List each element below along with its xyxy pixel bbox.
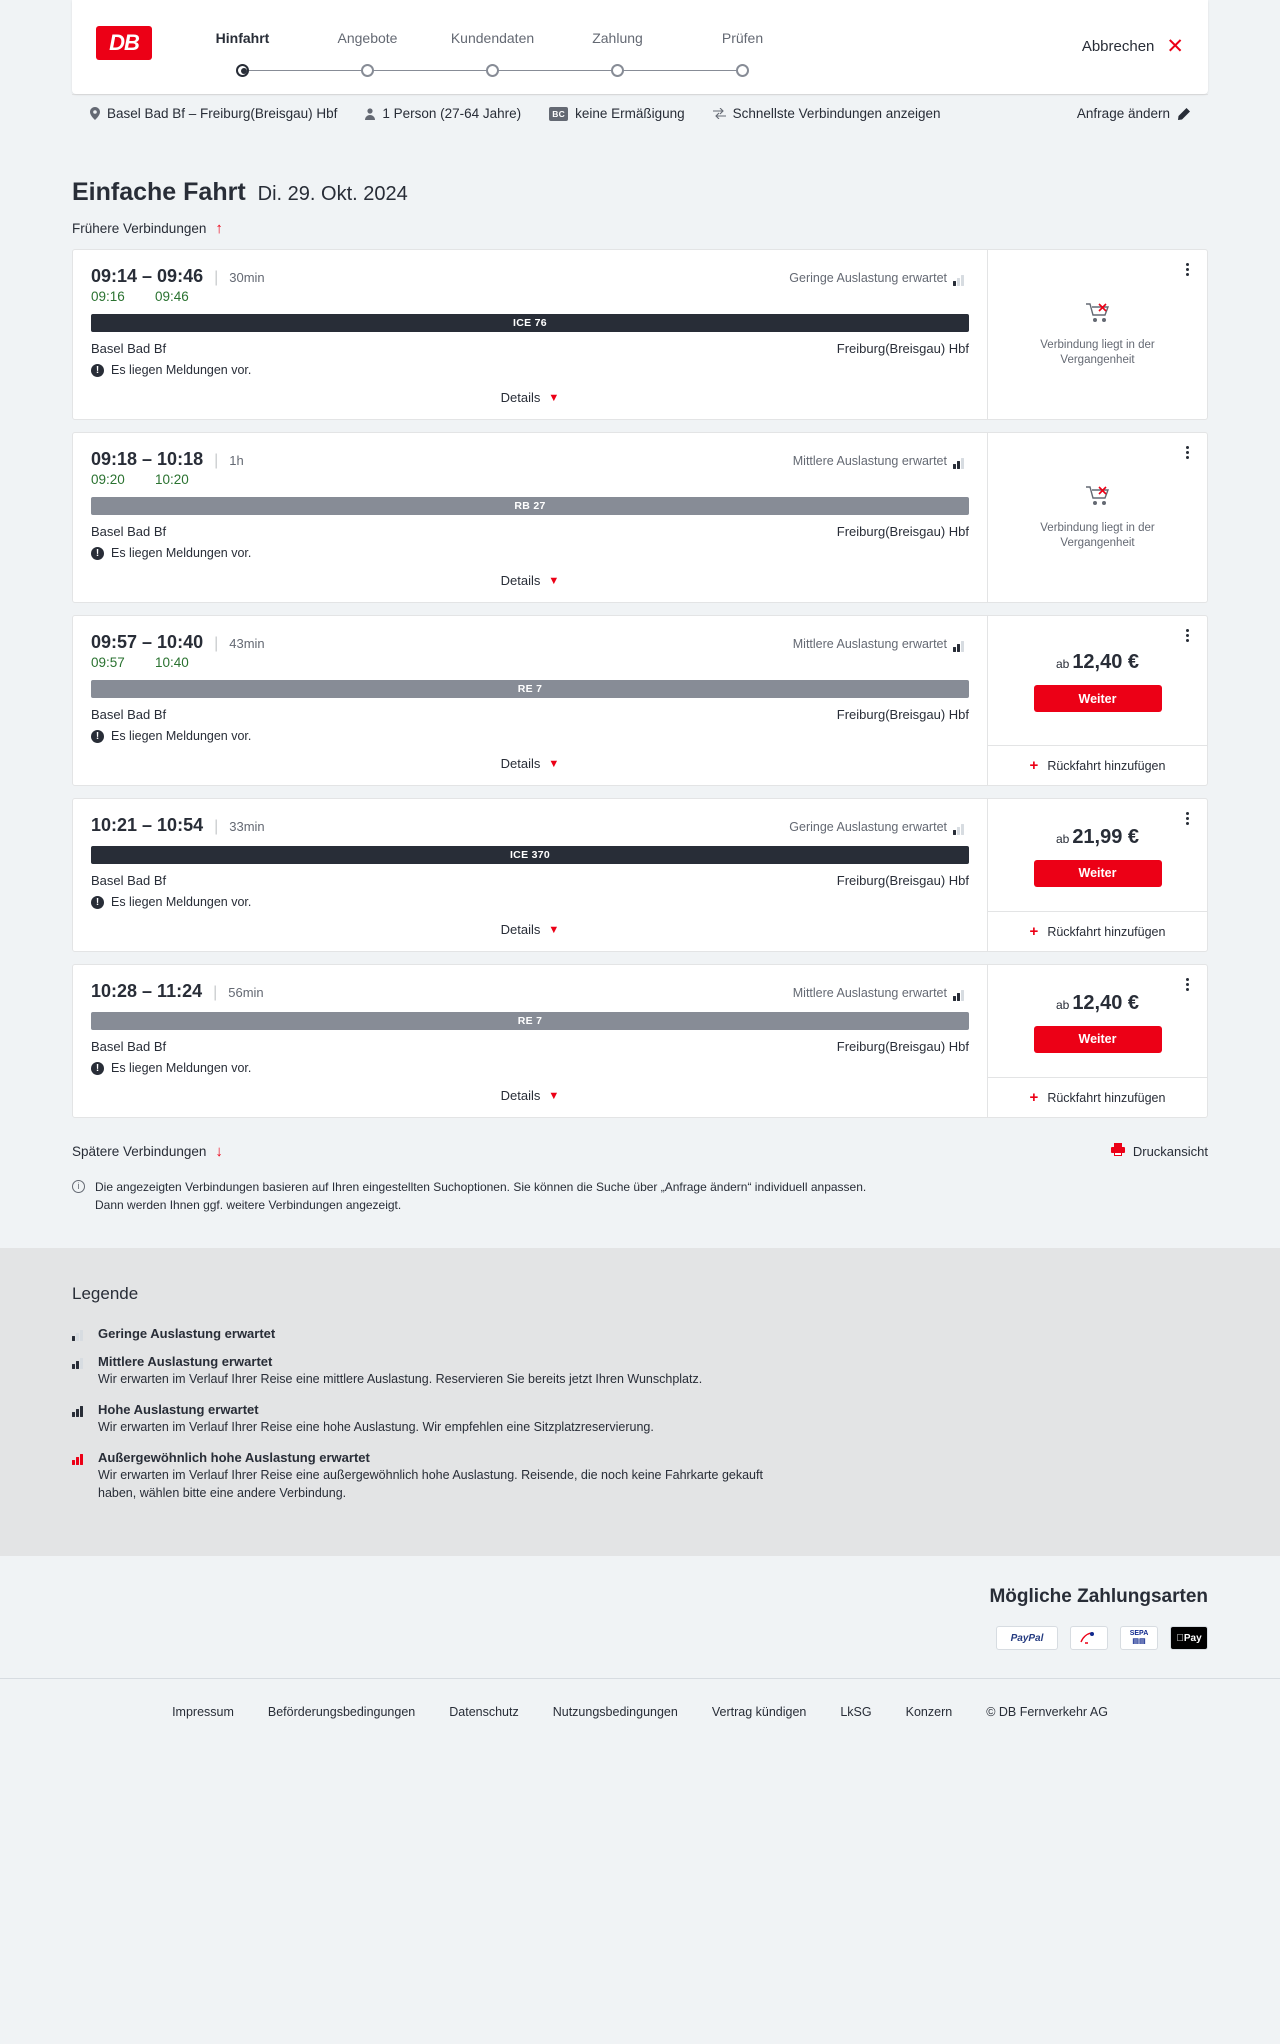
price-value: 12,40 € <box>1072 991 1140 1014</box>
search-summary-bar <box>72 94 1208 132</box>
price <box>1056 992 1139 1015</box>
edit-request-label: Anfrage ändern <box>1076 106 1170 121</box>
price-box <box>988 965 1207 1077</box>
add-return-trip-button[interactable] <box>988 911 1207 951</box>
page-title-date: Di. 29. Okt. 2024 <box>257 183 408 205</box>
origin-station: Basel Bad Bf <box>91 341 167 356</box>
details-label: Details <box>500 573 541 588</box>
connection-details <box>73 965 987 1117</box>
step-kundendaten[interactable] <box>430 30 555 84</box>
connection-duration: 56min <box>228 985 264 1000</box>
destination-station: Freiburg(Breisgau) Hbf <box>836 524 969 539</box>
connection-card[interactable] <box>72 432 1208 603</box>
connection-time: 09:18 – 10:18 <box>91 449 204 469</box>
divider: | <box>214 818 219 835</box>
footer-link[interactable]: LkSG <box>840 1705 872 1719</box>
summary-passengers[interactable] <box>365 106 521 121</box>
past-connection-notice <box>988 433 1207 602</box>
connection-notice[interactable] <box>91 546 969 560</box>
connection-stations <box>91 524 969 539</box>
step-dot <box>611 64 624 77</box>
chevron-down-icon: ▼ <box>548 923 560 936</box>
legend-item <box>72 1402 1208 1437</box>
step-angebote[interactable] <box>305 30 430 84</box>
connection-stations <box>91 341 969 356</box>
train-badge: RE 7 <box>91 680 969 698</box>
connection-time-row <box>91 449 969 470</box>
legend-item-title: Hohe Auslastung erwartet <box>98 1401 259 1417</box>
continue-button[interactable]: Weiter <box>1034 1026 1162 1053</box>
connection-stations <box>91 873 969 888</box>
summary-route[interactable] <box>90 106 337 121</box>
add-return-trip-label: Rückfahrt hinzufügen <box>1047 1090 1166 1105</box>
chevron-down-icon: ▼ <box>548 1089 560 1102</box>
plus-icon: + <box>1029 757 1039 774</box>
checkout-header <box>72 0 1208 94</box>
connection-side-panel <box>987 250 1207 419</box>
earlier-connections-button[interactable] <box>72 207 1208 249</box>
connection-notice[interactable] <box>91 363 969 377</box>
origin-station: Basel Bad Bf <box>91 707 167 722</box>
warning-icon: ! <box>91 364 104 377</box>
train-badge: ICE 76 <box>91 314 969 332</box>
price-prefix: ab <box>1055 997 1070 1012</box>
origin-station: Basel Bad Bf <box>91 873 167 888</box>
search-hint-text: Die angezeigten Verbindungen basieren auf Ihren eingestellten Suchoptionen. Sie können die Suche über „Anfrage ändern“ individuell anpassen. Dann werden Ihnen ggf. weitere Verbindungen angezeigt. <box>95 1180 867 1212</box>
connection-card[interactable] <box>72 798 1208 952</box>
connection-utilization <box>793 637 969 652</box>
destination-station: Freiburg(Breisgau) Hbf <box>836 707 969 722</box>
connection-card[interactable] <box>72 964 1208 1118</box>
utilization-label: Geringe Auslastung erwartet <box>789 820 947 834</box>
divider: | <box>213 984 218 1001</box>
chevron-down-icon: ▼ <box>548 757 560 770</box>
connection-time: 09:14 – 09:46 <box>91 266 204 286</box>
paypal-icon: PayPal <box>996 1626 1058 1650</box>
details-label: Details <box>500 756 541 771</box>
step-label: Kundendaten <box>450 30 535 46</box>
utilization-icon <box>953 823 969 835</box>
add-return-trip-button[interactable] <box>988 745 1207 785</box>
legend-item-title: Außergewöhnlich hohe Auslastung erwartet <box>98 1449 370 1465</box>
connection-time-row <box>91 632 969 653</box>
details-toggle[interactable] <box>91 377 969 409</box>
print-view-label: Druckansicht <box>1132 1143 1208 1159</box>
price-prefix: ab <box>1055 657 1070 671</box>
step-pruefen[interactable] <box>680 30 805 84</box>
warning-icon: ! <box>91 547 104 560</box>
past-connection-label: Verbindung liegt in der Vergangenheit <box>1040 521 1155 549</box>
earlier-label: Frühere Verbindungen <box>72 221 207 236</box>
cancel-label: Abbrechen <box>1081 38 1155 55</box>
warning-icon: ! <box>91 730 104 743</box>
step-dot <box>736 64 749 77</box>
warning-icon: ! <box>91 1062 104 1075</box>
sepa-icon: SEPA ▤▤ <box>1120 1626 1158 1650</box>
details-toggle[interactable] <box>91 560 969 592</box>
details-label: Details <box>500 922 541 937</box>
summary-passengers-label: 1 Person (27-64 Jahre) <box>382 106 522 121</box>
page-title-text: Einfache Fahrt <box>72 178 246 206</box>
summary-sort[interactable] <box>713 106 941 121</box>
connection-time: 10:21 – 10:54 <box>91 815 204 835</box>
step-hinfahrt[interactable] <box>180 30 305 84</box>
connection-time-row <box>91 815 969 836</box>
realtime-arrival: 10:40 <box>155 655 189 670</box>
legend-item-title: Geringe Auslastung erwartet <box>98 1326 276 1341</box>
step-zahlung[interactable] <box>555 30 680 84</box>
connection-card[interactable] <box>72 249 1208 420</box>
checkout-stepper <box>180 16 1184 84</box>
connection-details <box>73 433 987 602</box>
bahncard-icon: BC <box>549 107 568 121</box>
connection-side-panel <box>987 433 1207 602</box>
utilization-icon <box>953 457 969 469</box>
footer-link[interactable]: Konzern <box>905 1705 953 1719</box>
connection-notice-label: Es liegen Meldungen vor. <box>111 546 252 560</box>
utilization-icon <box>953 274 969 286</box>
connection-utilization <box>789 271 969 286</box>
more-options-icon[interactable] <box>1179 260 1195 278</box>
legend-section <box>0 1248 1280 1556</box>
details-toggle[interactable] <box>91 1075 969 1107</box>
details-label: Details <box>500 1088 541 1103</box>
arrow-up-icon: ↑ <box>215 220 223 237</box>
connection-details <box>73 799 987 951</box>
payment-section <box>0 1556 1280 1678</box>
db-logo[interactable]: DB <box>96 26 152 60</box>
connection-duration: 30min <box>229 270 265 285</box>
connection-duration: 43min <box>229 636 265 651</box>
list-footer <box>72 1130 1208 1172</box>
chevron-down-icon: ▼ <box>548 391 560 404</box>
edit-request-button[interactable] <box>1077 106 1190 121</box>
legend-item <box>72 1354 1208 1389</box>
arrow-down-icon: ↓ <box>215 1143 223 1160</box>
continue-button[interactable]: Weiter <box>1034 860 1162 887</box>
destination-station: Freiburg(Breisgau) Hbf <box>836 873 969 888</box>
price <box>1056 651 1139 674</box>
connection-details <box>73 616 987 785</box>
footer-link[interactable]: Nutzungsbedingungen <box>552 1705 678 1719</box>
step-dot <box>361 64 374 77</box>
footer-link[interactable]: Vertrag kündigen <box>711 1705 807 1719</box>
close-icon[interactable]: ✕ <box>1166 35 1184 58</box>
connection-duration: 33min <box>229 819 265 834</box>
payment-title: Mögliche Zahlungsarten <box>989 1586 1208 1607</box>
realtime-departure: 09:16 <box>91 289 125 304</box>
sort-arrows-icon <box>713 108 726 119</box>
legend-item <box>72 1450 1208 1504</box>
person-icon <box>365 108 375 120</box>
price-box <box>988 616 1207 745</box>
origin-station: Basel Bad Bf <box>91 1039 167 1054</box>
utilization-icon <box>953 640 969 652</box>
summary-route-label: Basel Bad Bf – Freiburg(Breisgau) Hbf <box>107 106 338 121</box>
legend-title: Legende <box>72 1284 139 1303</box>
utilization-icon <box>72 1453 88 1465</box>
connection-side-panel <box>987 616 1207 785</box>
more-options-icon[interactable] <box>1179 443 1195 461</box>
connection-notice[interactable] <box>91 1061 969 1075</box>
results-main <box>72 132 1208 1248</box>
utilization-label: Mittlere Auslastung erwartet <box>792 986 947 1000</box>
divider: | <box>214 452 219 469</box>
legend-item-title: Mittlere Auslastung erwartet <box>98 1354 273 1369</box>
giropay-icon <box>1070 1626 1108 1650</box>
connection-time: 10:28 – 11:24 <box>91 981 203 1001</box>
connection-details <box>73 250 987 419</box>
past-connection-notice <box>988 250 1207 419</box>
utilization-label: Geringe Auslastung erwartet <box>789 271 947 285</box>
warning-icon: ! <box>91 896 104 909</box>
page-title <box>72 158 1208 207</box>
train-badge: ICE 370 <box>91 846 969 864</box>
connection-list <box>72 249 1208 1118</box>
realtime-arrival: 09:46 <box>155 289 189 304</box>
connection-notice-label: Es liegen Meldungen vor. <box>111 1061 252 1075</box>
cart-crossed-icon <box>1085 302 1111 330</box>
later-label: Spätere Verbindungen <box>72 1144 207 1159</box>
more-options-icon[interactable] <box>1179 626 1195 644</box>
connection-time-row <box>91 266 969 287</box>
later-connections-button[interactable] <box>72 1130 223 1172</box>
connection-side-panel <box>987 799 1207 951</box>
connection-card[interactable] <box>72 615 1208 786</box>
connection-notice[interactable] <box>91 729 969 743</box>
chevron-down-icon: ▼ <box>548 574 560 587</box>
connection-notice-label: Es liegen Meldungen vor. <box>111 363 252 377</box>
cart-crossed-icon <box>1085 485 1111 513</box>
legend-item-desc: Wir erwarten im Verlauf Ihrer Reise eine mittlere Auslastung. Reservieren Sie bereits jetzt Ihren Wunschplatz. <box>98 1372 703 1386</box>
price-value: 12,40 € <box>1072 651 1140 673</box>
connection-utilization <box>789 820 969 835</box>
payment-icons <box>996 1626 1208 1650</box>
more-options-icon[interactable] <box>1179 809 1195 827</box>
continue-button[interactable]: Weiter <box>1034 685 1162 712</box>
step-label: Hinfahrt <box>215 30 270 46</box>
price-prefix: ab <box>1055 831 1070 846</box>
realtime-arrival: 10:20 <box>155 472 189 487</box>
connection-duration: 1h <box>229 453 244 468</box>
search-hint <box>72 1172 872 1248</box>
footer-links <box>0 1678 1280 1759</box>
connection-time: 09:57 – 10:40 <box>91 632 204 652</box>
footer-link[interactable]: Impressum <box>172 1705 234 1719</box>
utilization-icon <box>953 989 969 1001</box>
connection-notice-label: Es liegen Meldungen vor. <box>111 895 252 909</box>
legend-list <box>72 1326 1208 1503</box>
step-label: Angebote <box>337 30 398 46</box>
summary-discount[interactable] <box>549 106 684 121</box>
past-connection-label: Verbindung liegt in der Vergangenheit <box>1040 338 1155 366</box>
add-return-trip-button[interactable] <box>988 1077 1207 1117</box>
more-options-icon[interactable] <box>1179 975 1195 993</box>
plus-icon: + <box>1029 923 1039 940</box>
realtime-row <box>91 472 969 487</box>
utilization-icon <box>72 1405 88 1417</box>
price-box <box>988 799 1207 911</box>
connection-side-panel <box>987 965 1207 1117</box>
step-label: Zahlung <box>592 30 643 46</box>
divider: | <box>214 269 219 286</box>
utilization-label: Mittlere Auslastung erwartet <box>792 637 947 651</box>
connection-notice-label: Es liegen Meldungen vor. <box>111 729 252 743</box>
train-badge: RE 7 <box>91 1012 969 1030</box>
legend-item <box>72 1326 1208 1341</box>
step-dot <box>486 64 499 77</box>
connection-stations <box>91 1039 969 1054</box>
footer-link[interactable]: Datenschutz <box>449 1705 519 1719</box>
print-view-button[interactable] <box>1111 1143 1208 1159</box>
step-label: Prüfen <box>721 30 764 46</box>
connection-stations <box>91 707 969 722</box>
add-return-trip-label: Rückfahrt hinzufügen <box>1047 924 1166 939</box>
connection-time-row <box>91 981 969 1002</box>
plus-icon: + <box>1029 1089 1039 1106</box>
footer-copyright: © DB Fernverkehr AG <box>986 1705 1108 1719</box>
connection-utilization <box>793 454 969 469</box>
connection-notice[interactable] <box>91 895 969 909</box>
price <box>1056 826 1139 849</box>
price-value: 21,99 € <box>1072 825 1140 848</box>
realtime-row <box>91 655 969 670</box>
pencil-icon <box>1178 108 1190 120</box>
utilization-label: Mittlere Auslastung erwartet <box>792 454 947 468</box>
location-pin-icon <box>90 107 100 120</box>
applepay-icon: Pay <box>1170 1626 1208 1650</box>
connection-utilization <box>793 986 969 1001</box>
details-toggle[interactable] <box>91 909 969 941</box>
step-dot <box>236 64 249 77</box>
legend-item-desc: Wir erwarten im Verlauf Ihrer Reise eine außergewöhnlich hohe Auslastung. Reisende, die noch keine Fahrkarte gekauft haben, wählen bitte eine andere Verbindung. <box>98 1467 763 1501</box>
footer-link[interactable]: Beförderungsbedingungen <box>267 1705 416 1719</box>
train-badge: RB 27 <box>91 497 969 515</box>
details-toggle[interactable] <box>91 743 969 775</box>
realtime-row <box>91 289 969 304</box>
cancel-button[interactable] <box>1082 36 1184 57</box>
details-label: Details <box>500 390 541 405</box>
printer-icon <box>1111 1143 1125 1159</box>
utilization-icon <box>72 1329 88 1341</box>
realtime-departure: 09:57 <box>91 655 125 670</box>
realtime-departure: 09:20 <box>91 472 125 487</box>
origin-station: Basel Bad Bf <box>91 524 167 539</box>
summary-discount-label: keine Ermäßigung <box>575 106 685 121</box>
divider: | <box>214 635 219 652</box>
utilization-icon <box>72 1357 88 1369</box>
destination-station: Freiburg(Breisgau) Hbf <box>836 1039 969 1054</box>
add-return-trip-label: Rückfahrt hinzufügen <box>1047 758 1166 773</box>
legend-item-desc: Wir erwarten im Verlauf Ihrer Reise eine hohe Auslastung. Wir empfehlen eine Sitzplatzreservierung. <box>98 1419 654 1434</box>
destination-station: Freiburg(Breisgau) Hbf <box>836 341 969 356</box>
summary-sort-label: Schnellste Verbindungen anzeigen <box>732 106 941 121</box>
info-icon: i <box>72 1180 85 1193</box>
